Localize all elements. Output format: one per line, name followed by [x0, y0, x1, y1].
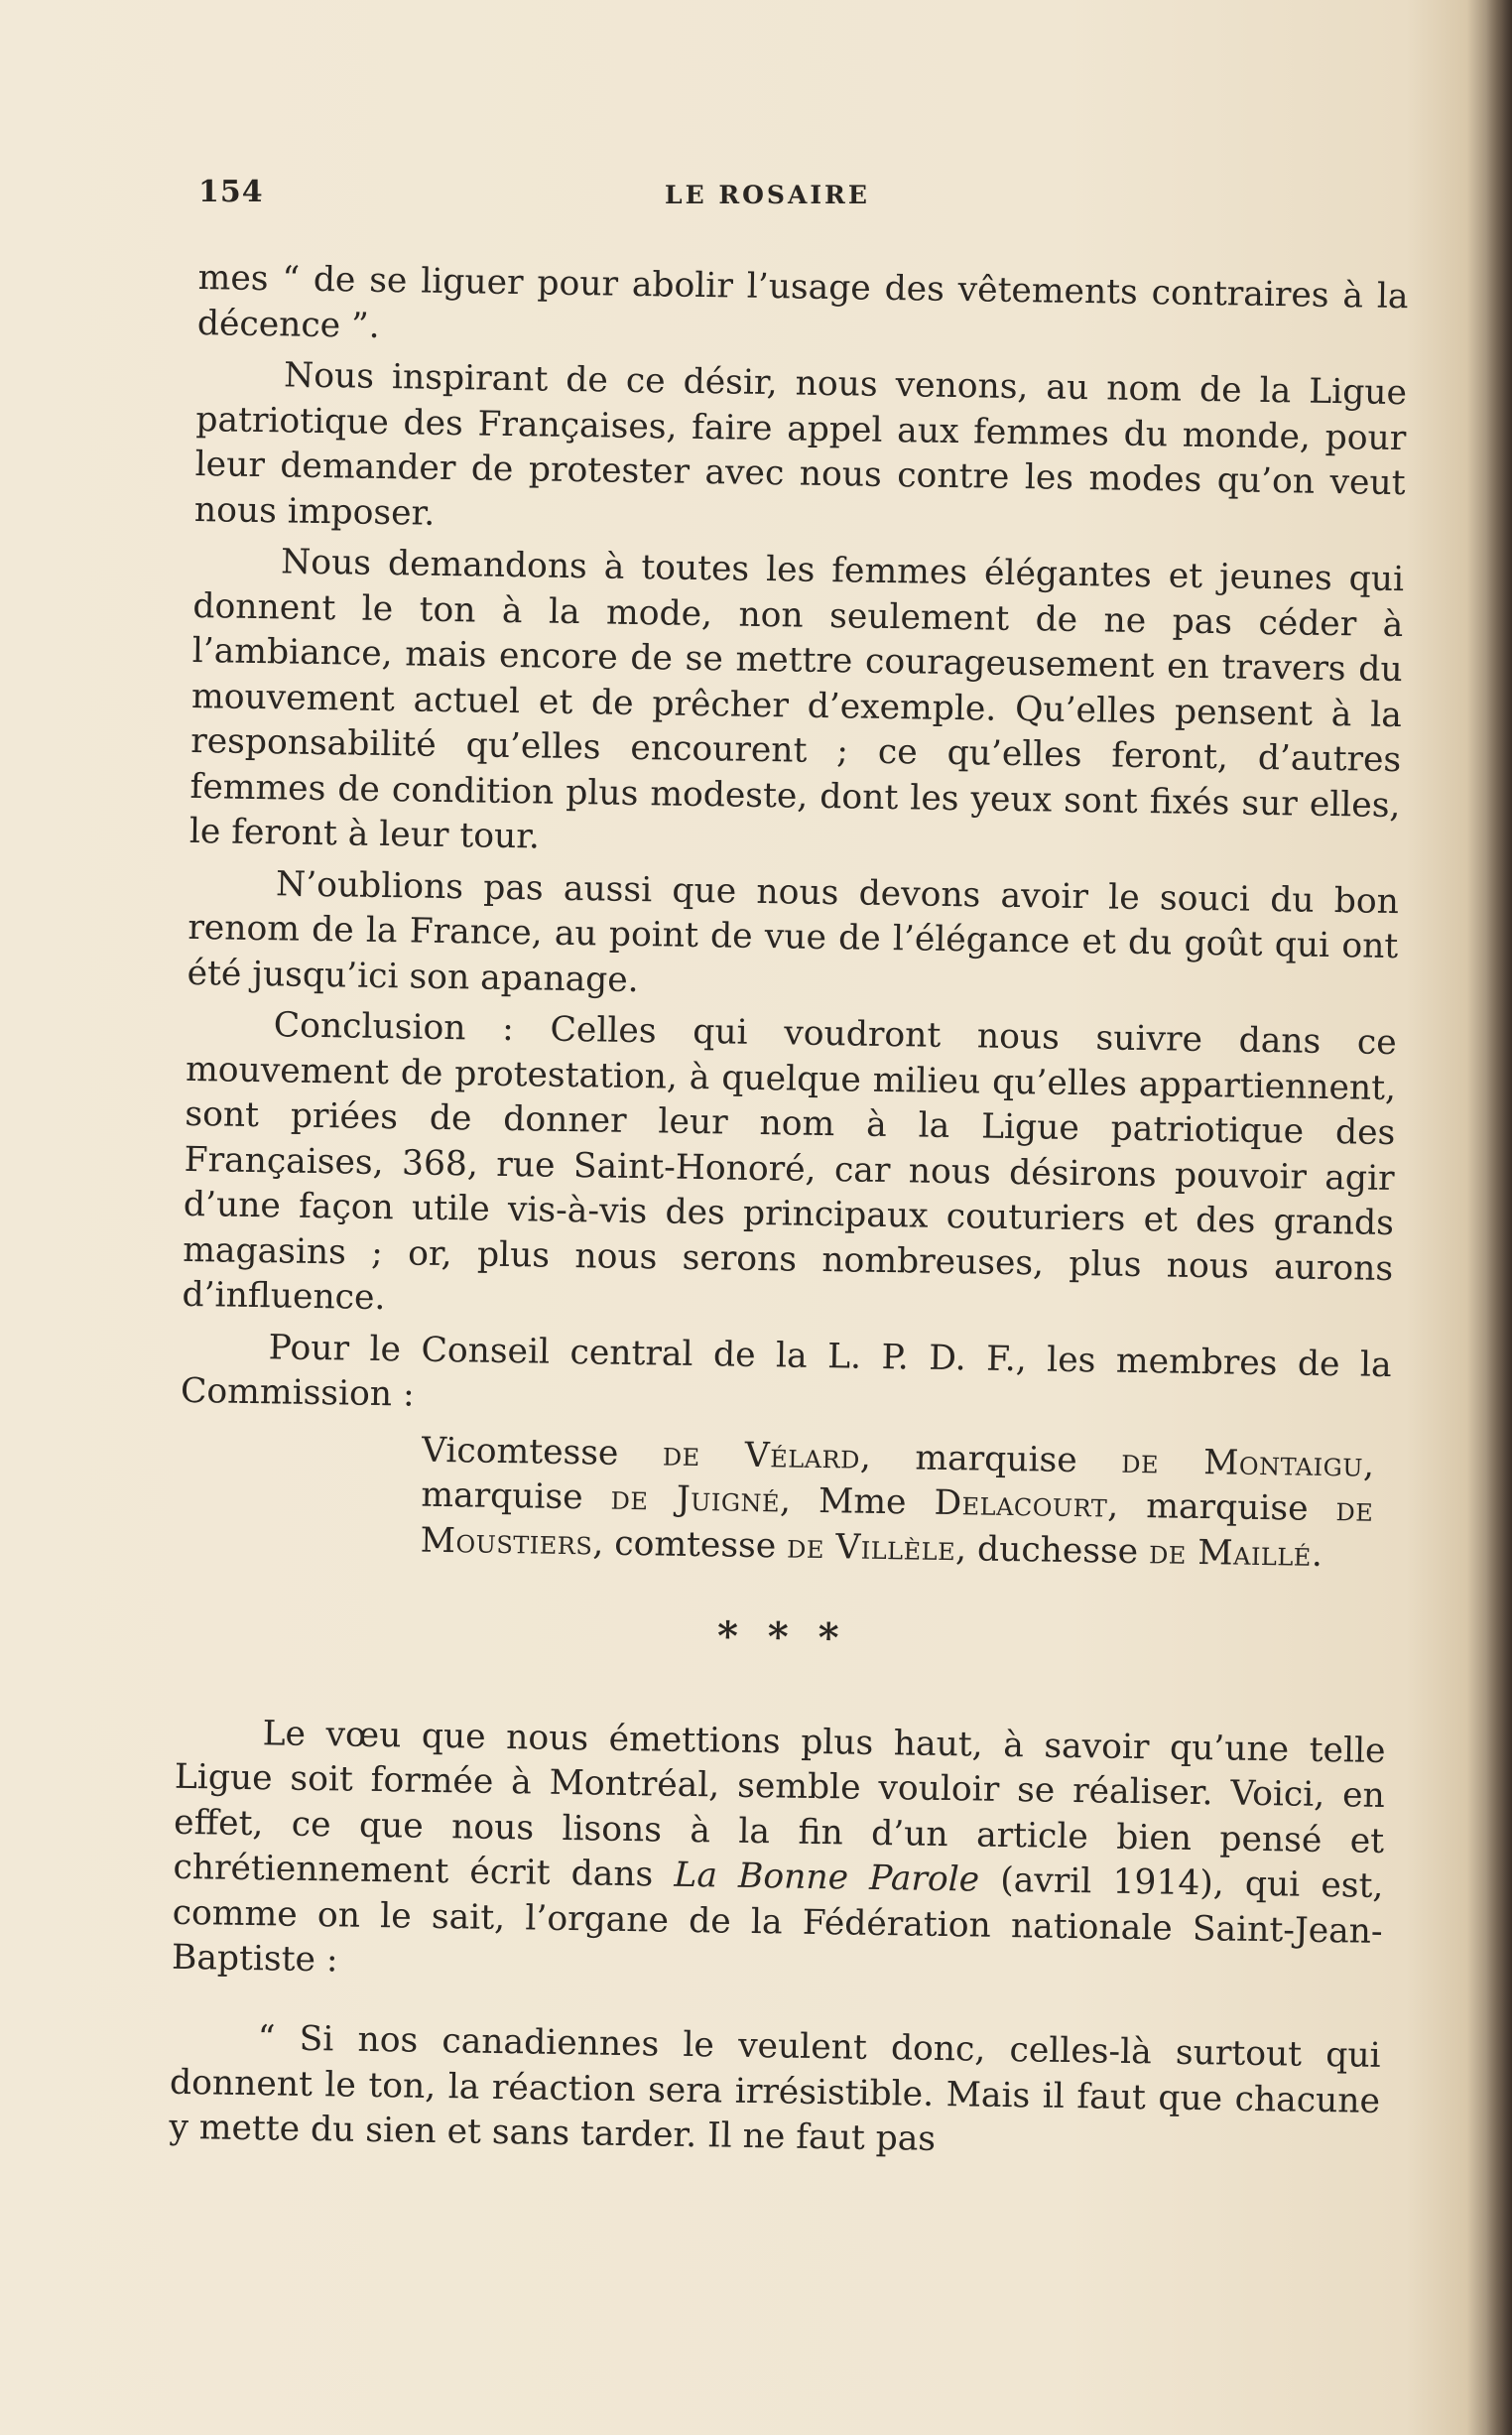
signatory-name: de Vélard	[662, 1434, 861, 1477]
signatory-title: , duchesse	[954, 1528, 1150, 1572]
page-number: 154	[198, 175, 264, 209]
signatory-name: de Moustiers	[420, 1489, 1374, 1563]
signatory-name: de Maillé	[1148, 1531, 1313, 1575]
signatory-name: de Montaigu	[1120, 1441, 1364, 1485]
paragraph-text: (avril 1914), qui est, comme on le sait, l’organe de la Fédération nationale Saint-Jean-Baptiste :	[171, 1859, 1384, 1981]
signatory-name: Delacourt	[934, 1482, 1108, 1526]
paragraph: N’oublions pas aussi que nous devons avoir le souci du bon renom de la France, au point de vue de l’élégance et du goût qui ont été jusqu’ici son apanage.	[187, 863, 1400, 1000]
page-gutter-shadow	[1486, 0, 1512, 2435]
publication-title: La Bonne Parole	[674, 1855, 980, 1900]
signatory-name: de Juigné	[610, 1477, 781, 1521]
signatory-title: , marquise	[421, 1445, 1375, 1518]
signatory-title: , comtesse	[592, 1522, 788, 1566]
signatory-title: , marquise	[1107, 1485, 1336, 1530]
paragraph: Nous inspirant de ce désir, nous venons, au nom de la Ligue patriotique des Françaises, faire appel aux femmes du monde, pour leur demander de protester avec nous contre les modes qu’on veut nous imposer.	[193, 355, 1408, 534]
paragraph: Nous demandons à toutes les femmes élégantes et jeunes qui donnent le ton à la mode, non seulement de ne pas céder à l’ambiance, mais encore de se mettre courageusement en travers du mouvement actuel et de prêcher d’exemple. Qu’elles pensent à la responsabilité qu’elles encourent ; ce qu’elles feront, d’autres femmes de condition plus modeste, dont les yeux sont fixés sur elles, le feront à leur tour.	[189, 542, 1405, 857]
signatory-title: , Mme	[779, 1480, 935, 1523]
page-body	[168, 256, 1408, 2204]
running-title: LE ROSAIRE	[665, 181, 870, 209]
signatory-title: Vicomtesse	[421, 1430, 664, 1474]
quotation: “ Si nos canadiennes le veulent donc, celles-là surtout qui donnent le ton, la réaction sera irrésistible. Mais il faut que chacune y mette du sien et sans tarder. Il ne faut pas	[169, 2018, 1381, 2159]
paragraph-conclusion: Conclusion : Celles qui voudront nous suivre dans ce mouvement de protestation, à quelque milieu qu’elles appartiennent, sont priées de donner leur nom à la Ligue patriotique des Françaises, 368, rue Saint-Honoré, car nous désirons pouvoir agir d’une façon utile vis-à-vis des principaux couturiers et des grands magasins ; or, plus nous serons nombreuses, plus nous aurons d’influence.	[182, 1005, 1398, 1319]
signatory-end: .	[1311, 1534, 1323, 1575]
paragraph-text: Le vœu que nous émettions plus haut, à savoir qu’une telle Ligue soit formée à Montréal, semble vouloir se réaliser. Voici, en effet, ce que nous lisons à la fin d’un article bien pensé et chrétiennement écrit dans	[173, 1713, 1386, 1895]
signatory-name: de Villèle	[786, 1525, 956, 1569]
paragraph-continuation: mes “ de se liguer pour abolir l’usage des vêtements contraires à la décence ”.	[196, 257, 1409, 346]
paragraph	[172, 1710, 1386, 1999]
paragraph-signature-intro: Pour le Conseil central de la L. P. D. F., les membres de la Commission :	[180, 1327, 1392, 1415]
page-header	[198, 175, 1419, 214]
signatories-list	[420, 1428, 1374, 1579]
signatory-title: , marquise	[859, 1437, 1122, 1481]
section-separator: * * *	[716, 1612, 847, 1662]
